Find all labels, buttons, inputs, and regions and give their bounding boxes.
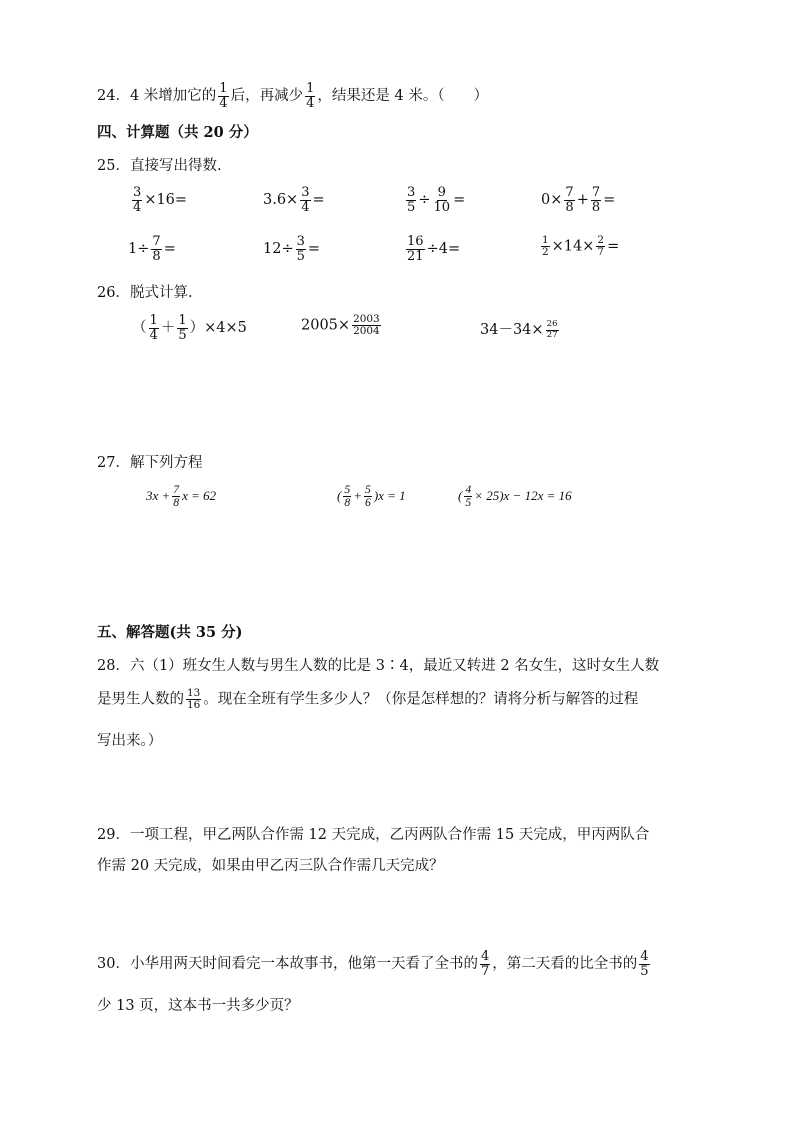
fraction: $\frac{1}{4}$ — [219, 81, 228, 111]
question-26-title: 26．脱式计算. — [97, 285, 193, 301]
q25-expr-5: 1÷ $\frac{7}{8}$ = — [128, 234, 176, 264]
question-25-title: 25．直接写出得数. — [97, 158, 222, 174]
question-text: 后，再减少 — [230, 88, 304, 105]
question-30-line-2: 少 13 页，这本书一共多少页？ — [97, 998, 299, 1014]
q25-expr-1: $\frac{3}{4}$ ×16= — [133, 185, 188, 215]
q25-expr-4: 0× $\frac{7}{8}$ + $\frac{7}{8}$ = — [541, 185, 616, 215]
section-heading-calculation: 四、计算题（共 20 分） — [97, 124, 258, 141]
section-heading-word-problems: 五、解答题(共 35 分) — [97, 624, 243, 641]
question-27-title: 27．解下列方程 — [97, 455, 203, 471]
q25-expr-2: 3.6× $\frac{3}{4}$ = — [263, 185, 325, 215]
q26-expr-3: 34－34× $\frac{26}{27}$ — [480, 319, 558, 340]
q27-equation-1: 3x + $\frac{7}{8}$ x = 62 — [146, 483, 217, 510]
fraction: $\frac{1}{4}$ — [306, 81, 315, 111]
q26-expr-1: （ $\frac{1}{4}$ ＋ $\frac{1}{5}$ ）×4×5 — [132, 313, 247, 343]
question-24 — [97, 82, 488, 110]
q26-expr-2: 2005× $\frac{2003}{2004}$ — [301, 313, 380, 337]
question-number: 24． — [97, 88, 130, 105]
q25-expr-6: 12÷ $\frac{3}{5}$ = — [263, 234, 321, 264]
question-29-line-1: 29．一项工程，甲乙两队合作需 12 天完成，乙丙两队合作需 15 天完成，甲丙两队合 — [97, 827, 650, 843]
question-29-line-2: 作需 20 天完成，如果由甲乙丙三队合作需几天完成？ — [97, 858, 444, 874]
question-28-line-2: 是男生人数的 $\frac{13}{16}$ 。现在全班有学生多少人？（你是怎样想的？请将分析与解答的过程 — [97, 687, 639, 711]
question-30-line-1: 30．小华用两天时间看完一本故事书，他第一天看了全书的 $\frac{4}{7}$ ，第二天看的比全书的 $\frac{4}{5}$ — [97, 949, 649, 979]
q25-expr-8: $\frac{1}{2}$ ×14× $\frac{2}{7}$ = — [542, 234, 620, 258]
q27-equation-2: ( $\frac{5}{8}$ + $\frac{5}{6}$ )x = 1 — [337, 483, 406, 510]
q25-expr-7: $\frac{16}{21}$ ÷4= — [407, 234, 461, 264]
question-28-line-3: 写出来。） — [97, 733, 163, 749]
question-text: ，结果还是 4 米。（ ） — [317, 88, 489, 105]
question-28-line-1: 28．六（1）班女生人数与男生人数的比是 3∶4，最近又转进 2 名女生，这时女生人数 — [97, 658, 660, 674]
q27-equation-3: ( $\frac{4}{5}$ × 25)x − 12x = 16 — [458, 483, 572, 510]
q25-expr-3: $\frac{3}{5}$ ÷ $\frac{9}{10}$ = — [407, 185, 466, 215]
question-text: 4 米增加它的 — [129, 88, 217, 105]
